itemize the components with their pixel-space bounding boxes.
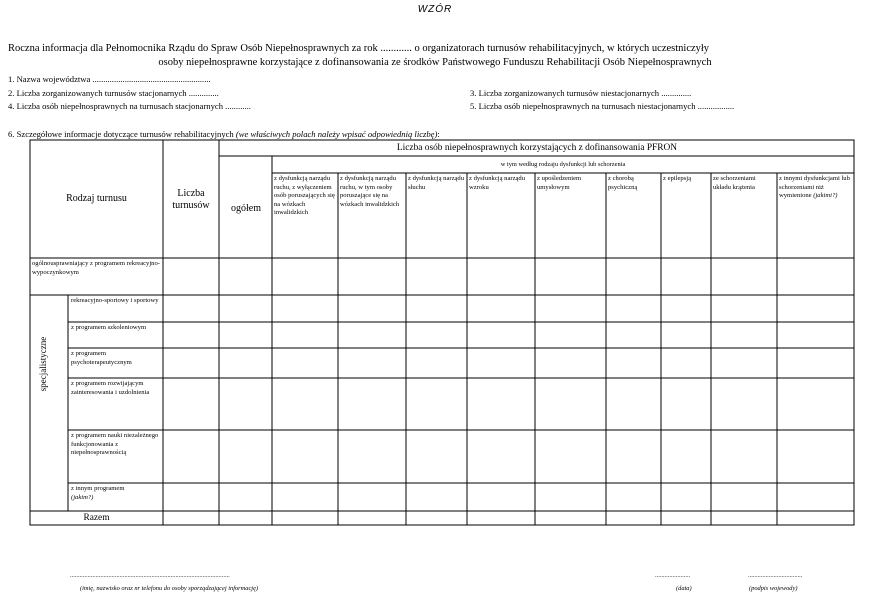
date-caption: (data) [676,585,692,592]
field-stationary-count: 2. Liczba zorganizowanych turnusów stacjonarnych .............. [8,88,219,98]
preparer-caption: (imię, nazwisko oraz nr telefonu do osoby sporządzającej informację) [80,585,259,592]
date-line: ...................... [655,572,691,579]
col-header-stay-type: Rodzaj turnusu [66,193,127,204]
field-voivodeship-name: 1. Nazwa województwa ....................................................... [8,74,211,84]
row-label-recreation-sport: rekreacyjno-sportowy i sportowy [71,297,159,304]
col-header-stay-count: Liczba turnusów [172,188,210,211]
field-nonstationary-count: 3. Liczba zorganizowanych turnusów niestacjonarnych .............. [470,88,692,98]
col-header-participants: Liczba osób niepełnosprawnych korzystających z dofinansowania PFRON [396,143,678,153]
row-label-other-program [71,485,161,502]
col-header-other-note: (jakimi?) [813,192,838,200]
col-header-mobility-no-wheelchair: z dysfunkcją narządu ruchu, z wyłączeniem osób poruszających się na wózkach inwalidzkich [274,175,335,217]
section-6-colon: : [437,129,440,139]
document-watermark-label: WZÓR [417,4,453,15]
col-header-epilepsy: z epilepsją [663,175,692,182]
col-header-circulatory: ze schorzeniami układu krążenia [713,175,756,191]
col-header-other-label: z innymi dysfunkcjami lub schorzeniami niż wymienione [779,175,850,200]
col-header-by-dysfunction: w tym według rodzaju dysfunkcji lub schorzenia [500,161,626,168]
field-nonstationary-persons: 5. Liczba osób niepełnosprawnych na turnusach niestacjonarnych ................. [470,101,735,111]
row-label-training: z programem szkoleniowym [71,324,147,331]
signature-line-voivode: .................................. [748,572,803,579]
col-header-vision: z dysfunkcją narządu wzroku [469,175,526,191]
col-header-other-dysfunction [779,175,852,257]
row-group-label-specialist: specjalistyczne [38,336,48,392]
row-label-total: Razem [83,513,110,523]
section-6-note: (we właściwych polach należy wpisać odpowiednią liczbę) [235,129,438,139]
document-title-line1: Roczna informacja dla Pełnomocnika Rządu do Spraw Osób Niepełnosprawnych za rok ............ o organizatorach turnusów rehabilitacyjnych, w których uczestniczyły [8,43,710,54]
voivode-signature-caption: (podpis wojewody) [749,585,798,592]
col-header-intellectual: z upośledzeniem umysłowym [537,175,582,191]
row-label-psychotherapy: z programem psychoterapeutycznym [71,350,132,366]
col-header-psychiatric: z chorobą psychiczną [608,175,638,191]
document-title-line2: osoby niepełnosprawne korzystające z dofinansowania ze środków Państwowego Funduszu Rehabilitacji Osób Niepełnosprawnych [158,57,712,68]
row-label-other-program-note: (jakim?) [71,493,94,501]
field-stationary-persons: 4. Liczba osób niepełnosprawnych na turnusach stacjonarnych ............ [8,101,251,111]
row-label-general: ogólnousprawniający z programem rekreacyjno-wypoczynkowym [32,260,160,276]
row-label-independent-living: z programem nauki niezależnego funkcjonowania z niepełnosprawnością [71,432,159,457]
col-header-hearing: z dysfunkcją narządu słuchu [408,175,465,191]
row-label-interests: z programem rozwijającym zainteresowania i uzdolnienia [71,380,150,396]
col-header-mobility-wheelchair: z dysfunkcją narządu ruchu, w tym osoby poruszające się na wózkach inwalidzkich [340,175,400,208]
section-6-label: 6. Szczegółowe informacje dotyczące turnusów rehabilitacyjnych [8,129,234,139]
signature-line-preparer: .................................................................................................... [70,572,230,579]
row-label-other-program-text: z innym programem [71,485,125,492]
col-header-total: ogółem [231,203,261,214]
